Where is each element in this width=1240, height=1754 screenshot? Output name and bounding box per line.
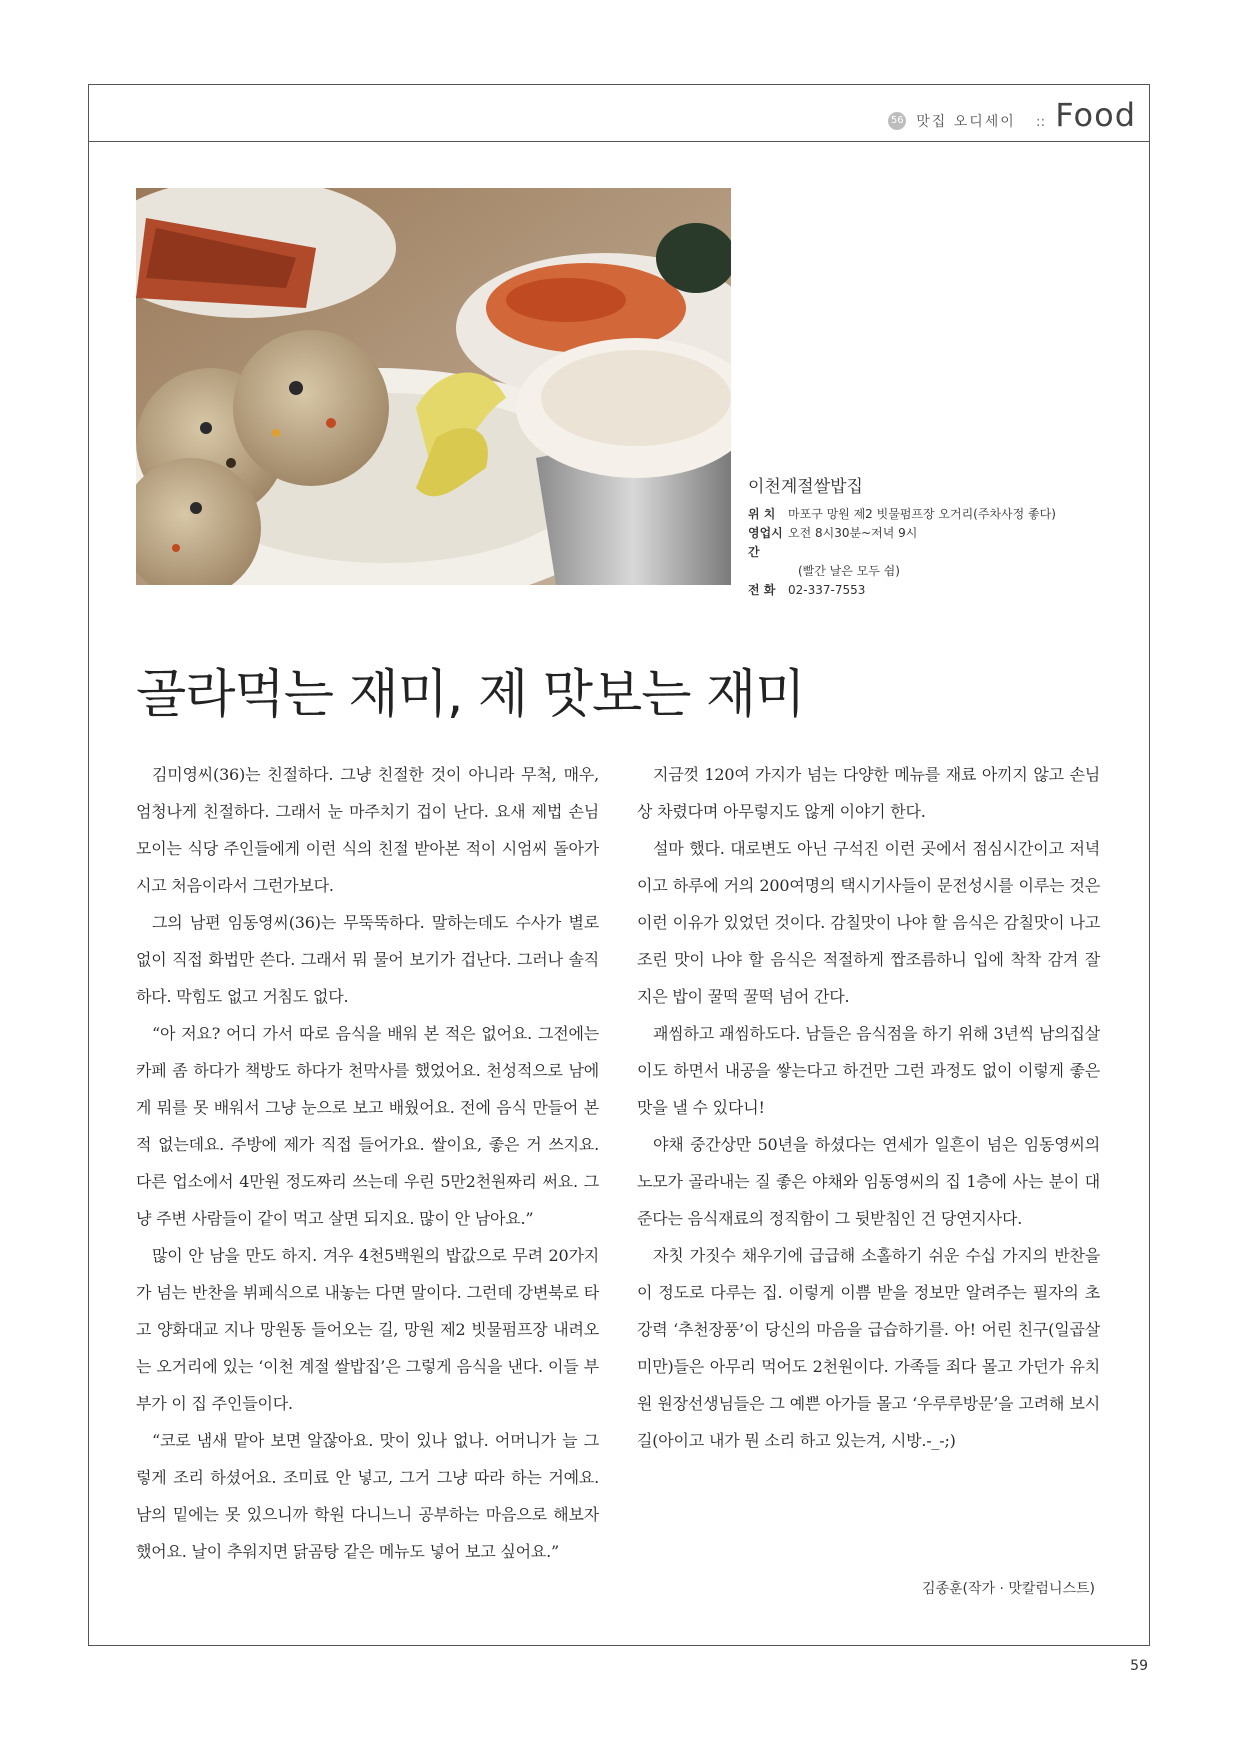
hours-note: (빨간 날은 모두 쉼) [798,564,900,578]
page-header [888,96,1136,134]
category-label: Food [1055,96,1136,134]
page-number: 59 [1130,1658,1148,1674]
paragraph: “코로 냄새 맡아 보면 알잖아요. 맛이 있나 없나. 어머니가 늘 그렇게 조리 하셨어요. 조미료 안 넣고, 그거 그냥 따라 하는 거예요. 남의 밑에는 못 있으니까 학원 다니느니 공부하는 마음으로 해보자 했어요. 날이 추워지면 닭곰탕 같은 메뉴도 넣어 보고 싶어요.” [136,1431,599,1561]
location-label: 위 치 [748,507,776,521]
paragraph: 많이 안 남을 만도 하지. 겨우 4천5백원의 밥값으로 무려 20가지가 넘는 반찬을 뷔페식으로 내놓는 다면 말이다. 그런데 강변북로 타고 양화대교 지나 망원동 들어오는 길, 망원 제2 빗물펌프장 내려오는 오거리에 있는 ‘이천 계절 쌀밥집’은 그렇게 음식을 낸다. 이들 부부가 이 집 주인들이다. [136,1246,599,1413]
paragraph: 야채 중간상만 50년을 하셨다는 연세가 일흔이 넘은 임동영씨의 노모가 골라내는 질 좋은 야채와 임동영씨의 집 1층에 사는 분이 대준다는 음식재료의 정직함이 그 뒷받침인 건 당연지사다. [637,1135,1100,1228]
header-rule [88,141,1150,142]
hours-label: 영업시간 [748,526,783,559]
issue-badge: 56 [888,112,906,130]
body-column-right [637,756,1100,1459]
paragraph: 설마 했다. 대로변도 아닌 구석진 이런 곳에서 점심시간이고 저녁이고 하루에 거의 200여명의 택시기사들이 문전성시를 이루는 것은 이런 이유가 있었던 것이다. 감칠맛이 나야 할 음식은 감칠맛이 나고 조린 맛이 나야 할 음식은 적절하게 짭조름하니 입에 착착 감겨 잘 지은 밥이 꿀떡 꿀떡 넘어 간다. [637,839,1100,1006]
food-photo [136,188,731,585]
body-column-left [136,756,599,1570]
paragraph: 자칫 가짓수 채우기에 급급해 소홀하기 쉬운 수십 가지의 반찬을 이 정도로 다루는 집. 이렇게 이쁨 받을 정보만 알려주는 필자의 초강력 ‘추천장풍’이 당신의 마음을 급습하기를. 아! 어린 친구(일곱살 미만)들은 아무리 먹어도 2천원이다. 가족들 죄다 몰고 가던가 유치원 원장선생님들은 그 예쁜 아가들 몰고 ‘우루루방문’을 고려해 보시길(아이고 내가 뭔 소리 하고 있는겨, 시방.-_-;) [637,1246,1100,1450]
paragraph: 지금껏 120여 가지가 넘는 다양한 메뉴를 재료 아끼지 않고 손님상 차렸다며 아무렇지도 않게 이야기 한다. [637,765,1100,821]
paragraph: “아 저요? 어디 가서 따로 음식을 배워 본 적은 없어요. 그전에는 카페 좀 하다가 책방도 하다가 천막사를 했었어요. 천성적으로 남에게 뭐를 못 배워서 그냥 눈으로 보고 배웠어요. 전에 음식 만들어 본 적 없는데요. 주방에 제가 직접 들어가요. 쌀이요, 좋은 거 쓰지요. 다른 업소에서 4만원 정도짜리 쓰는데 우린 5만2천원짜리 써요. 그냥 주변 사람들이 같이 먹고 살면 되지요. 많이 안 남아요.” [136,1024,599,1228]
article-headline: 골라먹는 재미, 제 맛보는 재미 [136,665,805,725]
header-separator: :: [1035,114,1046,130]
paragraph: 그의 남편 임동영씨(36)는 무뚝뚝하다. 말하는데도 수사가 별로 없이 직접 화법만 쓴다. 그래서 뭐 물어 보기가 겁난다. 그러나 솔직하다. 막힘도 없고 거침도 없다. [136,913,599,1006]
tel-value: 02-337-7553 [788,583,866,597]
info-tel [748,581,1056,600]
restaurant-info [748,472,1056,600]
section-name: 맛집 오디세이 [916,114,1016,130]
tel-label: 전 화 [748,583,776,597]
paragraph: 김미영씨(36)는 친절하다. 그냥 친절한 것이 아니라 무척, 매우, 엄청나게 친절하다. 그래서 눈 마주치기 겁이 난다. 요새 제법 손님 모이는 식당 주인들에게 이런 식의 친절 받아본 적이 시엄씨 돌아가시고 처음이라서 그런가보다. [136,765,599,895]
info-hours [748,524,1056,562]
paragraph: 괘씸하고 괘씸하도다. 남들은 음식점을 하기 위해 3년씩 남의집살이도 하면서 내공을 쌓는다고 하건만 그런 과정도 없이 이렇게 좋은 맛을 낼 수 있다니! [637,1024,1100,1117]
info-location [748,505,1056,524]
restaurant-name: 이천계절쌀밥집 [748,477,863,497]
location-value: 마포구 망원 제2 빗물펌프장 오거리(주차사정 좋다) [788,507,1056,521]
hours-value: 오전 8시30분~저녁 9시 [788,526,918,540]
author-byline: 김종훈(작가 · 맛칼럼니스트) [921,1581,1095,1597]
